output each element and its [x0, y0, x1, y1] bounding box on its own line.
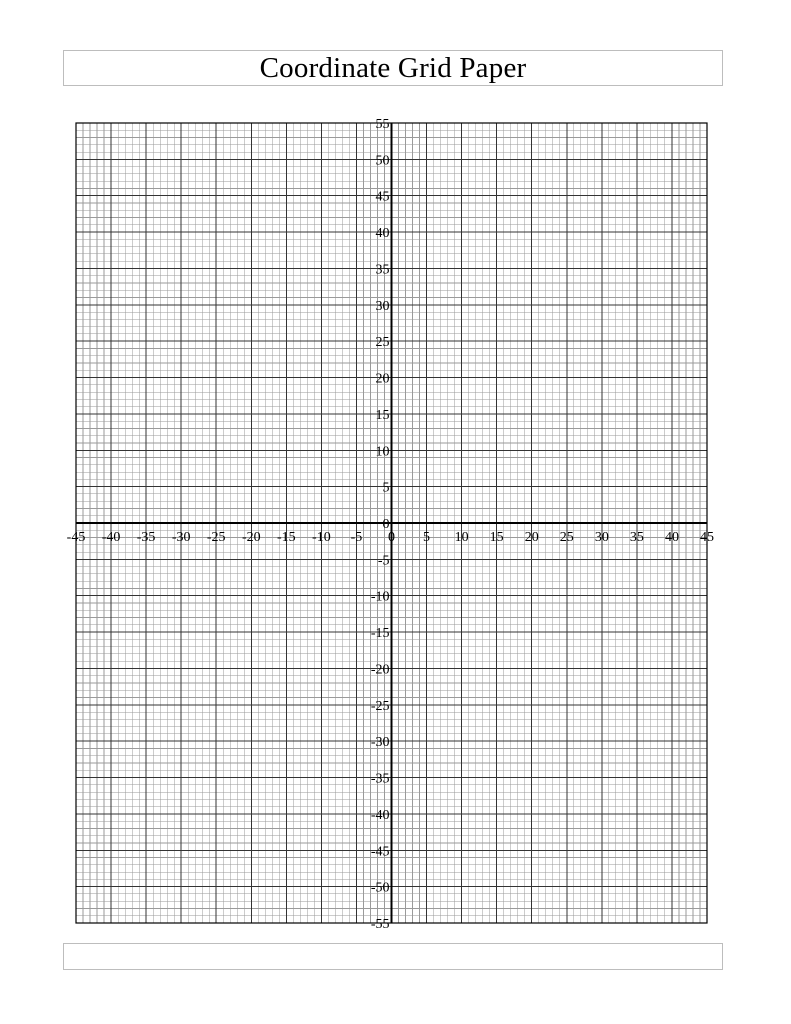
- y-tick-label: 5: [382, 480, 390, 496]
- y-tick-label: -5: [377, 553, 390, 569]
- x-tick-label: 25: [559, 530, 574, 545]
- y-tick-label: 35: [375, 262, 390, 278]
- x-tick-label: 5: [423, 530, 431, 545]
- y-tick-label: 0: [382, 517, 390, 532]
- x-tick-label: -45: [66, 530, 86, 545]
- axes: [76, 123, 707, 923]
- y-tick-label: 50: [375, 153, 390, 169]
- x-tick-label: -20: [241, 530, 261, 545]
- x-tick-label: 30: [594, 530, 609, 545]
- y-tick-label: 10: [375, 444, 390, 460]
- footer-box: [63, 943, 723, 970]
- y-tick-label: -55: [370, 917, 390, 932]
- x-tick-label: 35: [629, 530, 644, 545]
- x-tick-label: -5: [350, 530, 363, 545]
- y-tick-label: -35: [370, 771, 390, 787]
- x-tick-label: -10: [312, 530, 331, 545]
- y-tick-label: 55: [375, 117, 390, 132]
- x-tick-label: 45: [700, 530, 714, 545]
- page-title: Coordinate Grid Paper: [259, 51, 527, 84]
- y-tick-label: -15: [370, 626, 390, 642]
- y-tick-label: 25: [375, 335, 390, 351]
- x-tick-label: 10: [454, 530, 469, 545]
- y-tick-label: -45: [370, 844, 390, 860]
- y-tick-label: 20: [375, 371, 390, 387]
- y-tick-label: -20: [370, 662, 390, 678]
- y-tick-label: 45: [375, 189, 390, 205]
- x-tick-label: 20: [524, 530, 539, 545]
- y-tick-label: 40: [375, 226, 390, 242]
- x-tick-label: -15: [276, 530, 296, 545]
- y-tick-label: -50: [370, 880, 390, 896]
- x-tick-label: 40: [664, 530, 679, 545]
- y-tick-label: -10: [370, 589, 390, 605]
- x-tick-label: -30: [171, 530, 191, 545]
- y-tick-label: -25: [370, 698, 390, 714]
- y-tick-label: 15: [375, 407, 390, 423]
- x-tick-label: 15: [489, 530, 504, 545]
- y-tick-label: 30: [375, 298, 390, 314]
- x-tick-label: -25: [206, 530, 226, 545]
- y-tick-label: -40: [370, 807, 390, 823]
- x-tick-label: 0: [388, 530, 395, 545]
- x-tick-label: -40: [101, 530, 121, 545]
- y-tick-label: -30: [370, 735, 390, 751]
- x-tick-label: -35: [136, 530, 156, 545]
